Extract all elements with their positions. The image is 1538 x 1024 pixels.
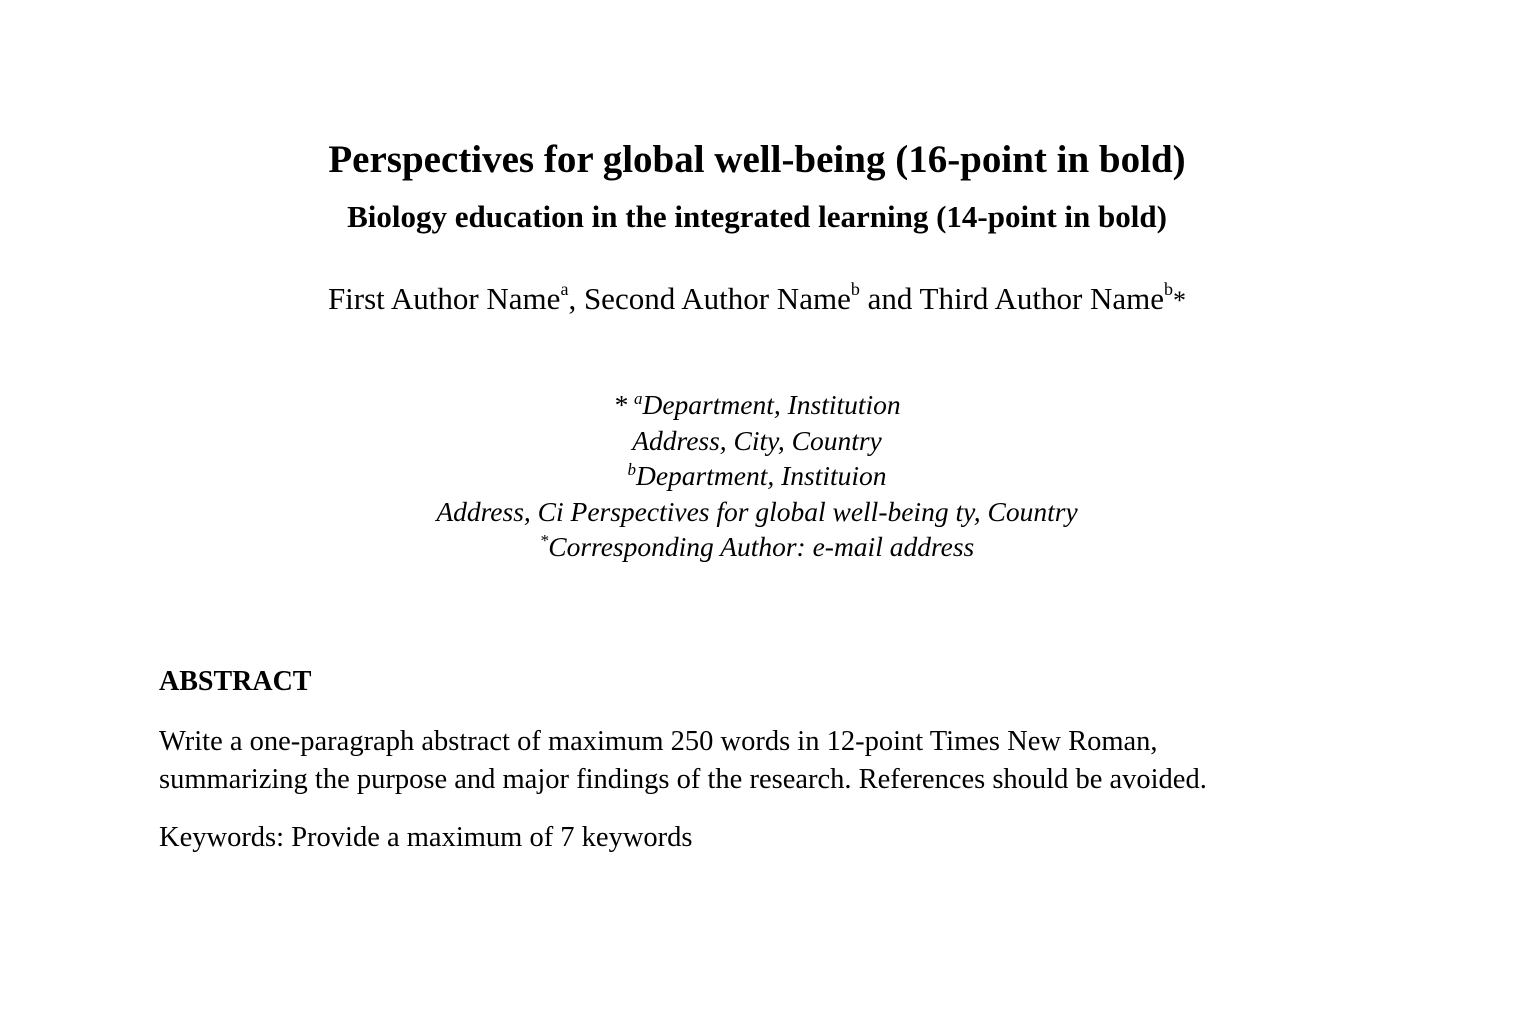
second-author-name: Second Author Name [583,281,851,316]
corresponding-author-text: Corresponding Author: e-mail address [548,531,975,562]
affiliation-prefix: * [613,389,634,420]
affiliation-line [0,458,1514,494]
abstract-line: Write a one-paragraph abstract of maximum 250 words in 12-point Times New Roman, [159,726,1158,757]
third-author-name: Third Author Name [919,281,1165,316]
first-author-affiliation-mark: a [560,278,569,299]
affiliation-text: Department, Instituion [635,460,887,491]
affiliation-mark: a [633,388,643,408]
affiliation-text: Department, Institution [642,389,901,420]
second-author-affiliation-mark: b [850,278,860,299]
affiliations-block [0,387,1514,565]
third-author-affiliation-mark: b [1164,278,1174,299]
abstract-paragraph [159,723,1359,799]
paper-subtitle: Biology education in the integrated learning (14-point in bold) [347,199,1167,234]
corresponding-author-line [0,529,1514,565]
affiliation-line [0,387,1514,423]
corresponding-author-mark: * [539,530,549,550]
affiliation-line: Address, Ci Perspectives for global well-being ty, Country [436,495,1078,527]
author-separator: , [568,281,584,316]
abstract-line: summarizing the purpose and major findings of the research. References should be avoided. [159,764,1207,795]
corresponding-author-mark: * [1173,286,1187,315]
affiliation-mark: b [627,459,636,479]
keywords-line: Keywords: Provide a maximum of 7 keywords [159,822,693,853]
paper-title: Perspectives for global well-being (16-point in bold) [328,138,1186,181]
first-author-name: First Author Name [327,281,561,316]
abstract-heading: ABSTRACT [159,666,312,697]
affiliation-line: Address, City, Country [632,424,882,456]
author-separator: and [859,281,920,316]
author-list [0,280,1514,320]
